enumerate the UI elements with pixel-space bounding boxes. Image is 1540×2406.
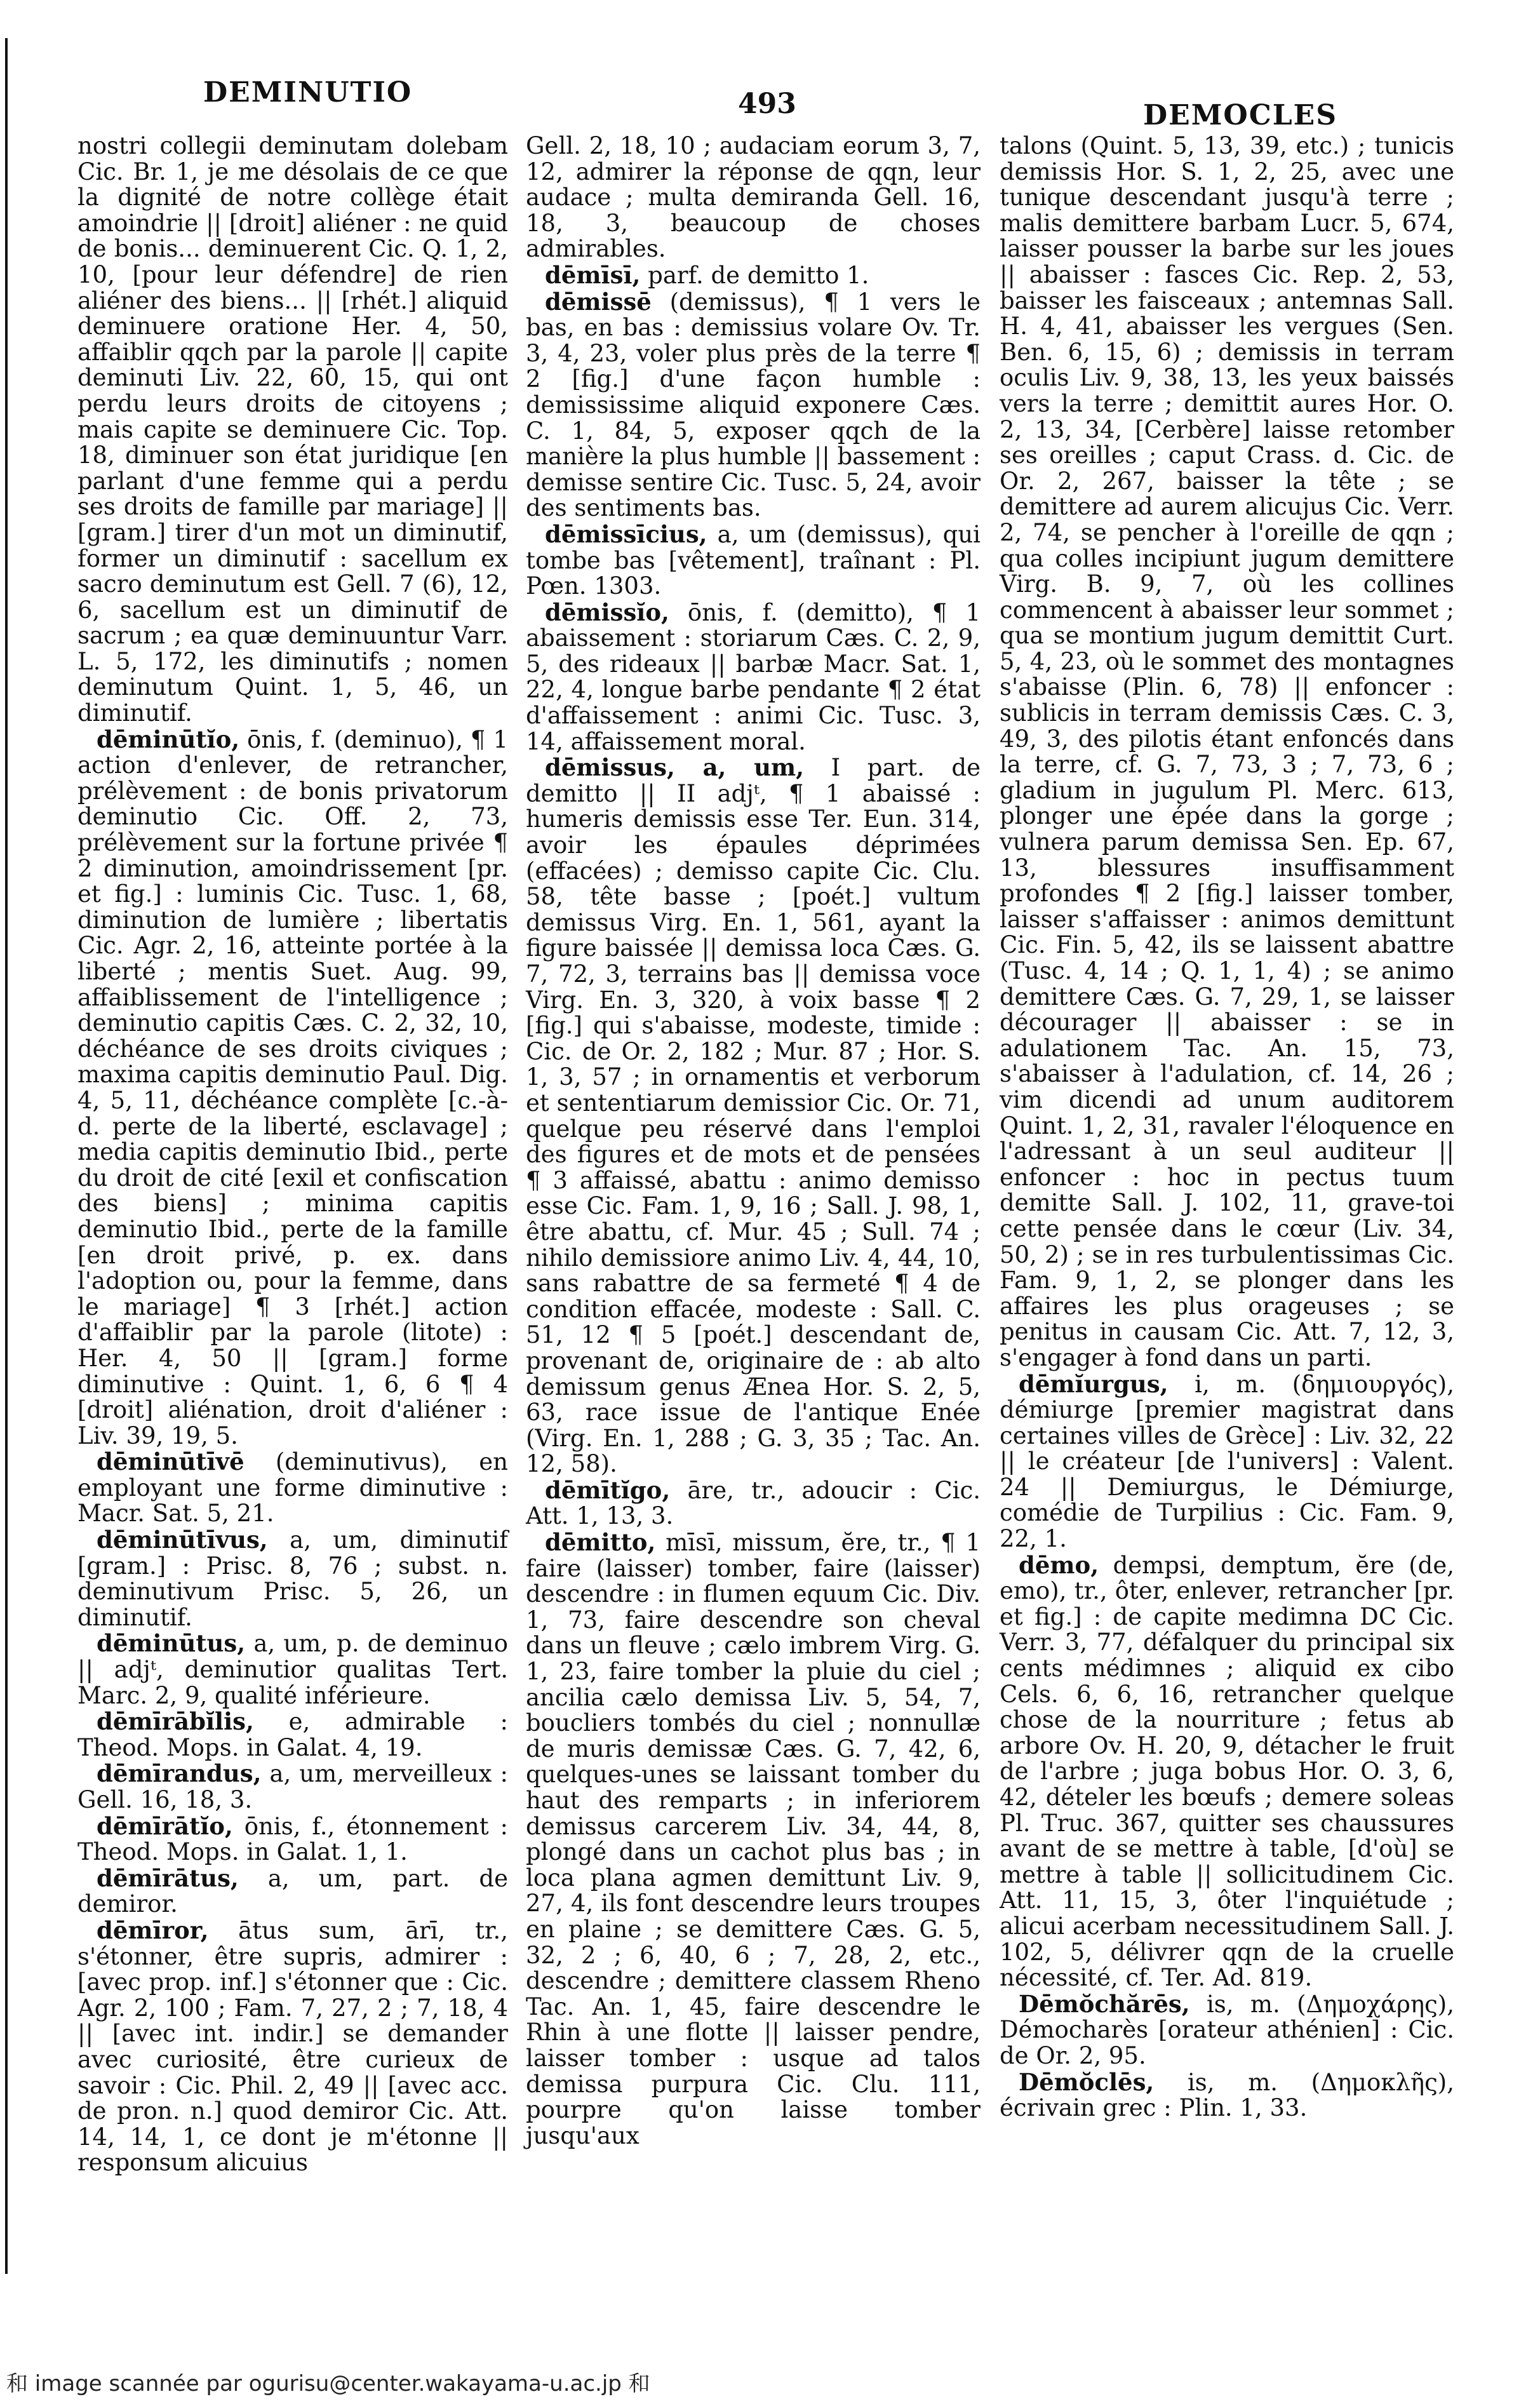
entry-text: āre, tr., adoucir : Cic. Att. 1, 13, 3.: [526, 1476, 981, 1530]
column-3: [1000, 133, 1454, 2121]
dictionary-entry: [77, 1865, 508, 1918]
entry-text: talons (Quint. 5, 13, 39, etc.) ; tunicis demissis Hor. S. 1, 2, 25, avec une tunique descendant jusqu'à terre ; malis demittere barbam Lucr. 5, 674, laisser pousser la barbe sur les joues || abaisser : fasces Cic. Rep. 2, 53, baisser les faisceaux ; antemnas Sall. H. 4, 41, abaisser les vergues (Sen. Ben. 6, 15, 6) ; demissis in terram oculis Liv. 9, 38, 13, les yeux baissés vers la terre ; demittit aures Hor. O. 2, 13, 34, [Cerbère] laisse retomber ses oreilles ; caput Crass. d. Cic. de Or. 2, 267, baisser la tête ; se demittere ad aurem alicujus Cic. Verr. 2, 74, se pencher à l'oreille de qqn ; qua colles incipiunt jugum demittere Virg. B. 9, 7, où les collines commencent à abaisser leur sommet ; qua se montium jugum demittit Curt. 5, 4, 23, où le sommet des montagnes s'abaisse (Plin. 6, 78) || enfoncer : sublicis in terram demissis Cæs. C. 3, 49, 3, des pilotis étant enfoncés dans la terre, cf. G. 7, 73, 3 ; 7, 73, 6 ; gladium in jugulum Pl. Merc. 613, plonger une épée dans la gorge ; vulnera parum demissa Sen. Ep. 67, 13, blessures insuffisamment profondes ¶ 2 [fig.] laisser tomber, laisser s'affaisser : animos demittunt Cic. Fin. 5, 42, ils se laissent abattre (Tusc. 4, 14 ; Q. 1, 1, 4) ; se animo demittere Cæs. G. 7, 29, 1, se laisser décourager || abaisser : se in adulationem Tac. An. 15, 73, s'abaisser à l'adulation, cf. 14, 26 ; vim dicendi ad unum auditorem Quint. 1, 2, 31, ravaler l'éloquence en l'adressant à un seul auditeur || enfoncer : hoc in pectus tuum demitte Sall. J. 102, 11, grave-toi cette pensée dans le cœur (Liv. 34, 50, 2) ; se in res turbulentissimas Cic. Fam. 9, 1, 2, se plonger dans les affaires les plus orageuses ; se penitus in causam Cic. Att. 7, 12, 3, s'engager à fond dans un parti.: [1000, 132, 1454, 1371]
entry-headword: Dēmŏclēs,: [1019, 2067, 1155, 2096]
entry-text: (deminutivus), en employant une forme diminutive : Macr. Sat. 5, 21.: [77, 1448, 509, 1528]
entry-headword: dēmo,: [1019, 1550, 1099, 1579]
entry-text: nostri collegii deminutam dolebam Cic. Br. 1, je me désolais de ce que la dignité de notre collège était amoindrie || [droit] aliéner : ne quid de bonis... deminuerent Cic. Q. 1, 2, 10, [pour leur défendre] de rien aliéner des biens... || [rhét.] aliquid deminuere oratione Her. 4, 50, affaiblir qqch par la parole || capite deminuti Liv. 22, 60, 15, qui ont perdu leurs droits de citoyens ; mais capite se deminuere Cic. Top. 18, diminuer son état juridique [en parlant d'une femme qui a perdu ses droits de famille par mariage] || [gram.] tirer d'un mot un diminutif, former un diminutif : sacellum ex sacro deminutum est Gell. 7 (6), 12, 6, sacellum est un diminutif de sacrum ; ea quæ deminuuntur Varr. L. 5, 172, les diminutifs ; nomen deminutum Quint. 1, 5, 46, un diminutif.: [77, 132, 508, 727]
left-margin-rule: [5, 38, 8, 2274]
dictionary-entry: [526, 133, 981, 262]
dictionary-entry: [77, 727, 508, 1449]
entry-text: i, m. (δημιουργός), démiurge [premier magistrat dans certaines villes de Grèce] : Liv. 32, 22 || le créateur [de l'univers] : Valent. 24 || Demiurgus, le Démiurge, comédie de Turpilius : Cic. Fam. 9, 22, 1.: [1000, 1370, 1454, 1553]
entry-text: is, m. (Δημοχάρης), Démocharès [orateur athénien] : Cic. de Or. 2, 95.: [1000, 1990, 1454, 2069]
dictionary-entry: [77, 133, 508, 727]
entry-text: parf. de demitto 1.: [648, 261, 869, 289]
entry-headword: dēmissĭo,: [545, 598, 669, 626]
entry-text: ōnis, f. (demitto), ¶ 1 abaissement : storiarum Cæs. C. 2, 9, 5, des rideaux || barbæ Macr. Sat. 1, 22, 4, longue barbe pendante ¶ 2 état d'affaissement : animi Cic. Tusc. 3, 14, affaissement moral.: [526, 598, 981, 755]
entry-headword: dēmīrātus,: [97, 1864, 239, 1892]
entry-text: a, um, p. de deminuo || adjᵗ, deminutior qualitas Tert. Marc. 2, 9, qualité inférieure.: [77, 1630, 508, 1709]
dictionary-entry: [77, 1709, 508, 1761]
dictionary-entry: [1000, 1991, 1454, 2069]
dictionary-entry: [526, 755, 981, 1477]
entry-text: (demissus), ¶ 1 vers le bas, en bas : demissius volare Ov. Tr. 3, 4, 23, voler plus près de la terre ¶ 2 [fig.] d'une façon humble : demississime aliquid exponere Cæs. C. 1, 84, 5, exposer qqch de la manière la plus humble || bassement : demisse sentire Cic. Tusc. 5, 24, avoir des sentiments bas.: [526, 288, 981, 522]
entry-text: a, um, diminutif [gram.] : Prisc. 8, 76 ; subst. n. deminutivum Prisc. 5, 26, un diminutif.: [77, 1526, 509, 1631]
entry-headword: dēminūtĭo,: [97, 725, 240, 753]
entry-text: is, m. (Δημοκλῆς), écrivain grec : Plin. 1, 33.: [1000, 2068, 1454, 2122]
entry-headword: dēmĭurgus,: [1019, 1369, 1168, 1398]
page-header: [0, 69, 1540, 131]
entry-headword: dēmīsī,: [545, 260, 641, 289]
dictionary-entry: [1000, 1552, 1454, 1991]
dictionary-entry: [77, 1449, 508, 1527]
entry-headword: dēmitto,: [545, 1528, 656, 1557]
entry-text: a, um, merveilleux : Gell. 16, 18, 3.: [77, 1760, 508, 1813]
dictionary-entry: [526, 289, 981, 521]
dictionary-entry: [526, 262, 981, 289]
column-2: [526, 133, 981, 2149]
entry-headword: dēminūtīvē: [97, 1448, 244, 1476]
entry-text: I part. de demitto || II adjᵗ, ¶ 1 abaissé : humeris demissis esse Ter. Eun. 314, avoir les épaules déprimées (effacées) ; demisso capite Cic. Clu. 58, tête basse ; [poét.] vultum demissus Virg. En. 1, 561, ayant la figure baissée || demissa loca Cæs. G. 7, 72, 3, terrains bas || demissa voce Virg. En. 3, 320, à voix basse ¶ 2 [fig.] qui s'abaisse, modeste, timide : Cic. de Or. 2, 182 ; Mur. 87 ; Hor. S. 1, 3, 57 ; in ornamentis et verborum et sententiarum demissior Cic. Or. 71, quelque peu réservé dans l'emploi des figures et de mots et de pensées ¶ 3 affaissé, abattu : animo demisso esse Cic. Fam. 1, 9, 16 ; Sall. J. 98, 1, être abattu, cf. Mur. 45 ; Sull. 74 ; nihilo demissiore animo Liv. 4, 44, 10, sans rabattre de sa fermeté ¶ 4 de condition effacée, modeste : Sall. C. 51, 12 ¶ 5 [poét.] descendant de, provenant de, originaire de : ab alto demissum genus Ænea Hor. S. 2, 5, 63, race issue de l'antique Enée (Virg. En. 1, 288 ; G. 3, 35 ; Tac. An. 12, 58).: [526, 754, 981, 1478]
entry-headword: dēminūtus,: [97, 1629, 246, 1658]
dictionary-entry: [77, 1813, 508, 1865]
entry-text: dempsi, demptum, ĕre (de, emo), tr., ôter, enlever, retrancher [pr. et fig.] : de capite medimna DC Cic. Verr. 3, 77, défalquer du principal six cents médimnes ; aliquid ex cibo Cels. 6, 6, 16, retrancher quelque chose de la nourriture ; fetus ab arbore Ov. H. 20, 9, détacher le fruit de l'arbre ; juga bobus Hor. O. 3, 6, 42, dételer les bœufs ; demere soleas Pl. Truc. 367, quitter ses chaussures avant de se mettre à table, [d'où] se mettre à table || sollicitudinem Cic. Att. 11, 15, 3, ôter l'inquiétude ; alicui acerbam necessitudinem Sall. J. 102, 5, délivrer qqn de la cruelle nécessité, cf. Ter. Ad. 819.: [1000, 1551, 1455, 1992]
dictionary-entry: [1000, 133, 1454, 1371]
entry-text: a, um (demissus), qui tombe bas [vêtement], traînant : Pl. Pœn. 1303.: [526, 520, 981, 600]
entry-text: ātus sum, ārī, tr., s'étonner, être supris, admirer : [avec prop. inf.] s'étonner que : Cic. Agr. 2, 100 ; Fam. 7, 27, 2 ; 7, 18, 4 || [avec int. indir.] se demander avec curiosité, être curieux de savoir : Cic. Phil. 2, 49 || [avec acc. de pron. n.] quod demiror Cic. Att. 14, 14, 1, ce dont je m'étonne || responsum alicuius: [77, 1916, 508, 2177]
entry-headword: dēmissīcius,: [545, 520, 707, 548]
entry-text: ōnis, f., étonnement : Theod. Mops. in Galat. 1, 1.: [77, 1812, 508, 1866]
dictionary-entry: [526, 521, 981, 600]
entry-text: Gell. 2, 18, 10 ; audaciam eorum 3, 7, 12, admirer la réponse de qqn, leur audace ; multa demiranda Gell. 16, 18, 3, beaucoup de choses admirables.: [526, 132, 981, 263]
scan-credit-footer: 和 image scannée par ogurisu@center.wakayama-u.ac.jp 和: [6, 2371, 650, 2396]
entry-headword: dēmītĭgo,: [545, 1475, 671, 1504]
page-number: 493: [738, 88, 796, 120]
dictionary-entry: [526, 1477, 981, 1529]
column-1: [77, 133, 508, 2176]
entry-headword: dēmīrandus,: [97, 1759, 262, 1788]
entry-text: ōnis, f. (deminuo), ¶ 1 action d'enlever, de retrancher, prélèvement : de bonis privatorum deminutio Cic. Off. 2, 73, prélèvement sur la fortune privée ¶ 2 diminution, amoindrissement [pr. et fig.] : luminis Cic. Tusc. 1, 68, diminution de lumière ; libertatis Cic. Agr. 2, 16, atteinte portée à la liberté ; mentis Suet. Aug. 99, affaiblissement de l'intelligence ; deminutio capitis Cæs. C. 2, 32, 10, déchéance de ses droits civiques ; maxima capitis deminutio Paul. Dig. 4, 5, 11, déchéance complète [c.-à-d. perte de la liberté, esclavage] ; media capitis deminutio Ibid., perte du droit de cité [exil et confiscation des biens] ; minima capitis deminutio Ibid., perte de la famille [en droit privé, p. ex. dans l'adoption ou, pour la femme, dans le mariage] ¶ 3 [rhét.] action d'affaiblir par la parole (litote) : Her. 4, 50 || [gram.] forme diminutive : Quint. 1, 6, 6 ¶ 4 [droit] aliénation, droit d'aliéner : Liv. 39, 19, 5.: [77, 725, 508, 1449]
dictionary-entry: [1000, 1371, 1454, 1552]
entry-headword: dēmīrātĭo,: [97, 1811, 233, 1840]
dictionary-entry: [77, 1527, 508, 1630]
entry-headword: dēmīrābĭlis,: [97, 1707, 254, 1736]
dictionary-entry: [526, 1529, 981, 2149]
entry-headword: dēmissē: [545, 287, 652, 316]
entry-text: e, admirable : Theod. Mops. in Galat. 4, 19.: [77, 1708, 508, 1761]
entry-text: mīsī, missum, ĕre, tr., ¶ 1 faire (laisser) tomber, faire (laisser) descendre : in flumen equum Cic. Div. 1, 73, faire descendre son cheval dans un fleuve ; cælo imbrem Virg. G. 1, 23, faire tomber la pluie du ciel ; ancilia cælo demissa Liv. 5, 54, 7, boucliers tombés du ciel ; nonnullæ de muris demissæ Cæs. G. 7, 42, 6, quelques-unes se laissant tomber du haut des remparts ; in inferiorem demissus carcerem Liv. 34, 44, 8, plongé dans un cachot plus bas ; in loca plana agmen demittunt Liv. 9, 27, 4, ils font descendre leurs troupes en plaine ; se demittere Cæs. G. 5, 32, 2 ; 6, 40, 6 ; 7, 28, 2, etc., descendre ; demittere classem Rheno Tac. An. 1, 45, faire descendre le Rhin à une flotte || laisser pendre, laisser tomber : usque ad talos demissa purpura Cic. Clu. 111, pourpre qu'on laisse tomber jusqu'aux: [526, 1529, 981, 2149]
entry-headword: dēmissus, a, um,: [545, 753, 805, 782]
dictionary-entry: [77, 1918, 508, 2176]
entry-headword: dēminūtīvus,: [97, 1526, 268, 1554]
dictionary-entry: [77, 1630, 508, 1709]
entry-headword: dēmīror,: [97, 1916, 209, 1944]
header-right-guideword: DEMOCLES: [1143, 99, 1337, 131]
entry-headword: Dēmŏchărēs,: [1019, 1989, 1190, 2018]
entry-text: a, um, part. de demiror.: [77, 1864, 508, 1918]
dictionary-entry: [526, 600, 981, 755]
dictionary-entry: [1000, 2069, 1454, 2121]
header-left-guideword: DEMINUTIO: [203, 76, 413, 109]
dictionary-entry: [77, 1761, 508, 1813]
